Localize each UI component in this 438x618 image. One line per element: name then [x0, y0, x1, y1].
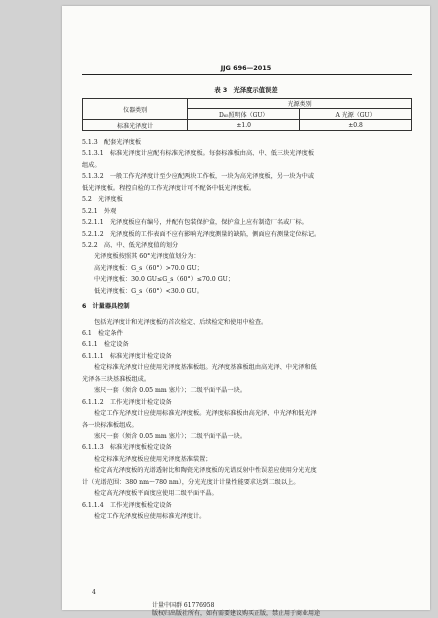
- clause-line: 低光泽度板。程控自检的工作光泽度计可不配备中低光泽度板。: [82, 184, 256, 192]
- header-d65: D₆₅照明体（GU）: [188, 109, 300, 120]
- paragraph-line: 检定高光泽度板的光谱透射比和陶瓷光泽度板的光谱反射中性误差应使用分光光度: [94, 467, 317, 475]
- paragraph-line: 检定工作光泽度计应使用标准光泽度板。光泽度标准板由高光泽、中光泽和低光泽: [94, 410, 317, 418]
- paragraph-line: 包括光泽度计和光泽度板的首次检定、后续检定和使用中检查。: [94, 318, 268, 326]
- clause-line: 组成。: [82, 161, 101, 169]
- gloss-range-low: 低光泽度板：G_s（60°）<30.0 GU。: [94, 287, 203, 295]
- paragraph-line: 检定标准光泽度板应使用光泽度基准装置；: [94, 455, 212, 463]
- paragraph-line: 光泽各三块基准板组成。: [82, 375, 151, 383]
- header-instrument-category: 仪器类别: [83, 99, 188, 120]
- standard-code-header: JJG 696—2015: [220, 64, 272, 72]
- section-heading: 6.1.1.3 标准光泽度板检定设备: [82, 444, 172, 452]
- page-number: 4: [92, 589, 96, 596]
- paragraph-line: 检定高光泽度板平面度应使用二级平面平晶。: [94, 490, 218, 498]
- cell-d65: ±1.0: [188, 120, 300, 131]
- section-heading: 6.1.1 检定设备: [82, 341, 129, 349]
- table-caption: 表 3 光泽度示值误差: [214, 87, 278, 94]
- paragraph-line: 检定工作光泽度板应使用标准光泽度计。: [94, 513, 206, 520]
- header-rule: [82, 74, 412, 75]
- section-heading: 5.1.3 配套光泽度板: [82, 139, 142, 146]
- clause-line: 5.2.1.2 光泽度板的工作表面不应有影响光泽度测量的缺陷，侧面应有测量定位标记。: [82, 230, 321, 238]
- header-light-source: 光源类别: [188, 99, 412, 109]
- document-page: [62, 6, 430, 617]
- section-heading: 6.1.1.1 标准光泽度计检定设备: [82, 352, 172, 360]
- clause-line: 5.1.3.1 标准光泽度计应配有标准光泽度板。每套标准板由高、中、低三块光泽度板: [82, 150, 315, 158]
- footer-watermark: [152, 602, 320, 617]
- section-heading: 6.1.1.2 工作光泽度计检定设备: [82, 398, 172, 406]
- paragraph-line: 塞尺一套（须含 0.05 mm 塞片）；二级平面平晶一块。: [94, 387, 247, 395]
- section-heading: 5.2.2 高、中、低光泽度值的划分: [82, 241, 179, 249]
- clause-line: 5.1.3.2 一般工作光泽度计至少应配两块工作板，一块为高光泽度板，另一块为中或: [82, 173, 315, 181]
- paragraph-line: 光泽度板按照其 60°光泽度值划分为：: [94, 253, 200, 261]
- row-label: 标准光泽度计: [83, 120, 188, 131]
- paragraph-line: 检定标准光泽度计应使用光泽度基准板组。光泽度基准板组由高光泽、中光泽和低: [94, 364, 317, 372]
- footer-line-2: 版权归出版社所有，如有需要建议购买正版，禁止用于商业用途: [152, 609, 321, 617]
- document-body: [82, 137, 416, 522]
- section-heading: 5.2.1 外观: [82, 207, 117, 215]
- chapter-heading: 6 计量器具控制: [82, 303, 130, 311]
- section-heading: 5.2 光泽度板: [82, 196, 123, 204]
- cell-a-source: ±0.8: [300, 120, 412, 131]
- paragraph-line: 计（光谱范围：380 nm～780 nm），分光光度计计量性能要求达到二级以上。: [82, 478, 300, 486]
- footer-line-1: 计量中国群 61776958: [152, 602, 215, 609]
- section-heading: 6.1.1.4 工作光泽度板检定设备: [82, 501, 172, 509]
- clause-line: 5.2.1.1 光泽度板应有编号，并配有包装保护盒，保护盒上应有制造厂名或厂标。: [82, 219, 308, 227]
- section-heading: 6.1 检定条件: [82, 330, 123, 337]
- header-a-source: A 光源（GU）: [300, 109, 412, 120]
- paragraph-line: 塞尺一套（须含 0.05 mm 塞片）；二级平面平晶一块。: [94, 432, 247, 440]
- gloss-range-medium: 中光泽度板：30.0 GU≤G_s（60°）≤70.0 GU；: [94, 276, 235, 284]
- gloss-range-high: 高光泽度板：G_s（60°）>70.0 GU；: [94, 264, 203, 272]
- gloss-error-table: [82, 98, 412, 131]
- paragraph-line: 各一块标准板组成。: [82, 421, 138, 429]
